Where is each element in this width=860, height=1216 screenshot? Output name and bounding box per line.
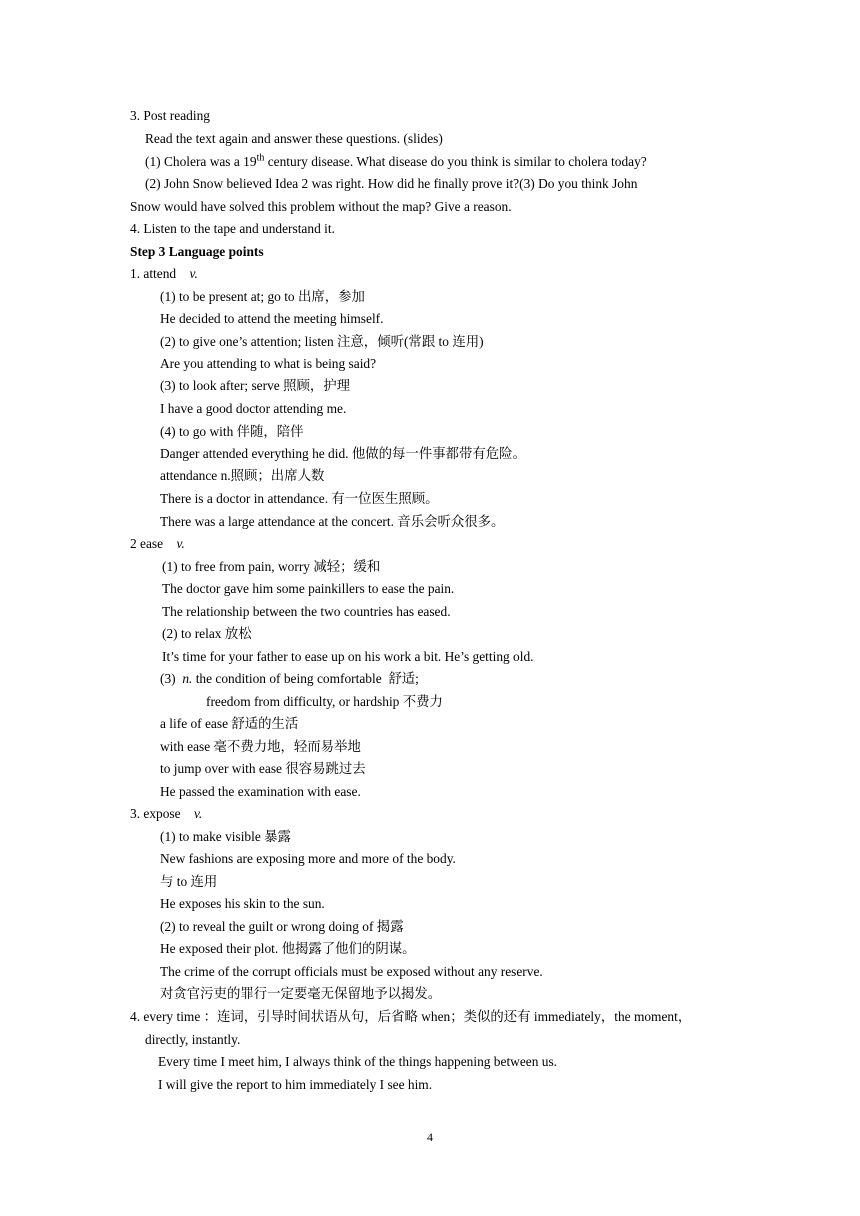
- word-expose-pos: v.: [193, 806, 203, 821]
- attend-line: (1) to be present at; go to 出席，参加: [160, 289, 365, 304]
- word-ease-pos: v.: [176, 536, 185, 551]
- attend-line: There was a large attendance at the concert. 音乐会听众很多。: [160, 514, 505, 529]
- expose-line: New fashions are exposing more and more of the body.: [160, 851, 456, 866]
- step3-heading: Step 3 Language points: [130, 244, 264, 259]
- expose-line: 对贪官污吏的罪行一定要毫无保留地予以揭发。: [160, 986, 442, 1001]
- ease-noun-definition: [160, 671, 419, 687]
- ease-noun-definition-2: freedom from difficulty, or hardship 不费力: [206, 694, 443, 709]
- question-1: [145, 154, 647, 170]
- ease-line: The doctor gave him some painkillers to ease the pain.: [162, 581, 455, 596]
- ease-line: (2) to relax 放松: [162, 626, 252, 641]
- word-attend-label: 1. attend: [130, 266, 177, 281]
- expose-line: (1) to make visible 暴露: [160, 829, 291, 844]
- attend-line: attendance n.照顾；出席人数: [160, 468, 325, 483]
- every-time-example: I will give the report to him immediately I see him.: [158, 1077, 433, 1092]
- ease-example: to jump over with ease 很容易跳过去: [160, 761, 366, 776]
- expose-line: 与 to 连用: [160, 874, 218, 889]
- word-attend-pos: v.: [189, 266, 198, 281]
- expose-line: He exposed their plot. 他揭露了他们的阴谋。: [160, 941, 416, 956]
- attend-line: Danger attended everything he did. 他做的每一件事都带有危险。: [160, 446, 526, 461]
- word-attend: [130, 266, 198, 282]
- attend-line: I have a good doctor attending me.: [160, 401, 347, 416]
- question-1-start: (1) Cholera was a 19: [145, 154, 257, 169]
- ease-line: (1) to free from pain, worry 减轻；缓和: [162, 559, 381, 574]
- ease-example: with ease 毫不费力地，轻而易举地: [160, 739, 361, 754]
- every-time-example: Every time I meet him, I always think of the things happening between us.: [158, 1054, 558, 1069]
- listen-instruction: 4. Listen to the tape and understand it.: [130, 221, 335, 236]
- expose-line: The crime of the corrupt officials must be exposed without any reserve.: [160, 964, 543, 979]
- word-ease: [130, 536, 185, 552]
- attend-line: Are you attending to what is being said?: [160, 356, 377, 371]
- ease-example: He passed the examination with ease.: [160, 784, 361, 799]
- attend-line: (3) to look after; serve 照顾，护理: [160, 378, 351, 393]
- ease-noun-pos: n.: [182, 671, 193, 686]
- attend-line: There is a doctor in attendance. 有一位医生照顾。: [160, 491, 439, 506]
- attend-line: He decided to attend the meeting himself.: [160, 311, 384, 326]
- attend-line: (4) to go with 伴随，陪伴: [160, 424, 304, 439]
- ease-line: It’s time for your father to ease up on his work a bit. He’s getting old.: [162, 649, 534, 664]
- word-expose-label: 3. expose: [130, 806, 181, 821]
- post-reading-instruction: Read the text again and answer these questions. (slides): [145, 131, 443, 146]
- every-time-line-2: directly, instantly.: [145, 1032, 241, 1047]
- ordinal-suffix: th: [256, 152, 265, 164]
- expose-line: He exposes his skin to the sun.: [160, 896, 325, 911]
- ease-noun-def: the condition of being comfortable 舒适;: [192, 671, 419, 686]
- post-reading-heading: 3. Post reading: [130, 108, 210, 123]
- expose-line: (2) to reveal the guilt or wrong doing of 揭露: [160, 919, 404, 934]
- attend-line: (2) to give one’s attention; listen 注意，倾听(常跟 to 连用): [160, 334, 484, 349]
- question-1-end: century disease. What disease do you think is similar to cholera today?: [264, 154, 647, 169]
- ease-example: a life of ease 舒适的生活: [160, 716, 299, 731]
- every-time-line-1: 4. every time ：连词，引导时间状语从句，后省略 when；类似的还有 immediately，the moment，: [130, 1009, 692, 1024]
- ease-line: The relationship between the two countries has eased.: [162, 604, 451, 619]
- question-2-line-2: Snow would have solved this problem without the map? Give a reason.: [130, 199, 512, 214]
- word-ease-label: 2 ease: [130, 536, 164, 551]
- page-number: 4: [427, 1130, 433, 1144]
- ease-noun-prefix: (3): [160, 671, 183, 686]
- question-2-line-1: (2) John Snow believed Idea 2 was right. How did he finally prove it?(3) Do you think John: [145, 176, 638, 191]
- word-expose: [130, 806, 202, 822]
